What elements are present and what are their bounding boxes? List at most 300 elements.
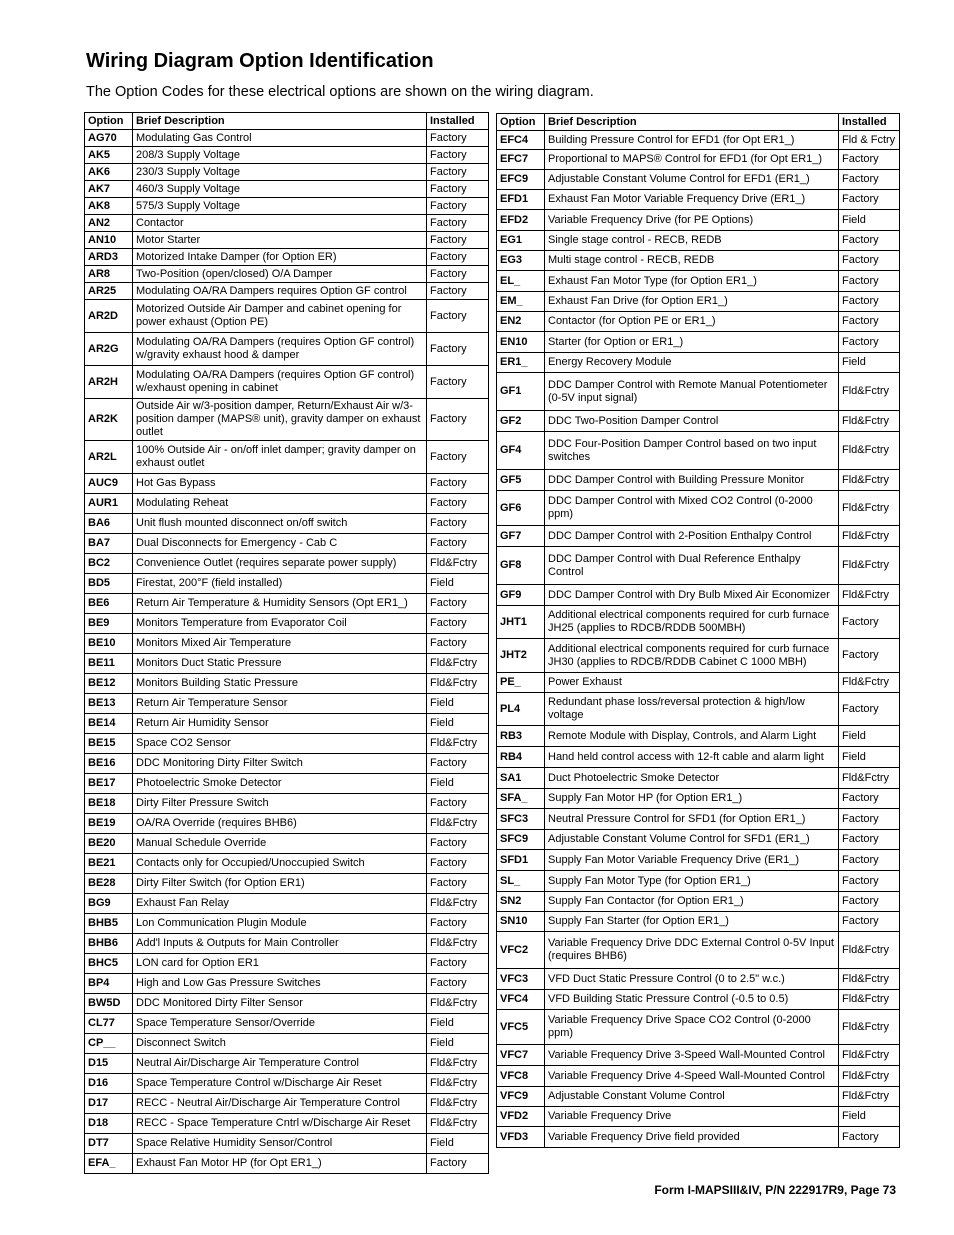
option-code-cell: AK8: [85, 198, 133, 215]
option-code-cell: CL77: [85, 1014, 133, 1034]
table-row: [497, 969, 900, 990]
installed-cell: Fld&Fctry: [839, 470, 900, 491]
description-cell: Dual Disconnects for Emergency - Cab C: [133, 534, 427, 554]
description-cell: DDC Damper Control with Building Pressure Monitor: [545, 470, 839, 491]
installed-cell: Factory: [427, 441, 489, 474]
description-cell: Variable Frequency Drive 4-Speed Wall-Mounted Control: [545, 1066, 839, 1087]
option-code-cell: EG3: [497, 251, 545, 271]
installed-cell: Fld&Fctry: [839, 526, 900, 547]
option-code-cell: ER1_: [497, 353, 545, 373]
table-row: [85, 654, 489, 674]
option-code-cell: VFC4: [497, 990, 545, 1010]
table-row: [497, 411, 900, 432]
option-code-cell: BW5D: [85, 994, 133, 1014]
table-row: [85, 934, 489, 954]
description-cell: LON card for Option ER1: [133, 954, 427, 974]
description-cell: Supply Fan Starter (for Option ER1_): [545, 912, 839, 932]
description-cell: DDC Monitoring Dirty Filter Switch: [133, 754, 427, 774]
option-code-cell: SL_: [497, 871, 545, 892]
description-cell: Variable Frequency Drive (for PE Options): [545, 210, 839, 231]
option-code-cell: AR2D: [85, 300, 133, 333]
option-code-cell: BE12: [85, 674, 133, 694]
description-cell: Modulating OA/RA Dampers requires Option GF control: [133, 283, 427, 300]
description-cell: Return Air Temperature & Humidity Sensors (Opt ER1_): [133, 594, 427, 614]
installed-cell: Factory: [427, 147, 489, 164]
description-cell: Motorized Intake Damper (for Option ER): [133, 249, 427, 266]
description-cell: Hot Gas Bypass: [133, 474, 427, 494]
description-cell: Power Exhaust: [545, 673, 839, 693]
table-row: [85, 694, 489, 714]
description-cell: Variable Frequency Drive 3-Speed Wall-Mounted Control: [545, 1045, 839, 1066]
option-code-cell: BE10: [85, 634, 133, 654]
option-code-cell: EFC7: [497, 150, 545, 170]
table-row: [497, 606, 900, 639]
option-code-cell: PL4: [497, 693, 545, 726]
installed-cell: Factory: [839, 251, 900, 271]
description-cell: RECC - Neutral Air/Discharge Air Temperature Control: [133, 1094, 427, 1114]
table-row: [497, 470, 900, 491]
description-cell: Outside Air w/3-position damper, Return/Exhaust Air w/3-position damper (MAPS® unit), gravity damper on exhaust outlet: [133, 399, 427, 441]
description-cell: Supply Fan Motor Type (for Option ER1_): [545, 871, 839, 892]
option-code-cell: SFC3: [497, 809, 545, 830]
installed-cell: Field: [427, 694, 489, 714]
installed-cell: Factory: [427, 474, 489, 494]
installed-cell: Fld&Fctry: [839, 411, 900, 432]
description-cell: Dirty Filter Switch (for Option ER1): [133, 874, 427, 894]
description-cell: Photoelectric Smoke Detector: [133, 774, 427, 794]
description-cell: Motor Starter: [133, 232, 427, 249]
table-row: [497, 990, 900, 1010]
table-row: [85, 474, 489, 494]
description-cell: Neutral Pressure Control for SFD1 (for Option ER1_): [545, 809, 839, 830]
table-row: [497, 639, 900, 673]
table-row: [497, 912, 900, 932]
option-code-cell: AR25: [85, 283, 133, 300]
option-code-cell: CP__: [85, 1034, 133, 1054]
table-row: [85, 854, 489, 874]
table-row: [85, 1154, 489, 1174]
option-code-cell: SFA_: [497, 789, 545, 809]
table-row: [497, 673, 900, 693]
table-row: [85, 514, 489, 534]
option-code-cell: BE11: [85, 654, 133, 674]
description-cell: Additional electrical components required for curb furnace JH25 (applies to RDCB/RDDB 500MBH): [545, 606, 839, 639]
installed-cell: Factory: [427, 514, 489, 534]
table-row: [85, 974, 489, 994]
table-row: [497, 1045, 900, 1066]
installed-cell: Factory: [427, 232, 489, 249]
description-cell: Exhaust Fan Relay: [133, 894, 427, 914]
installed-cell: Factory: [839, 892, 900, 912]
option-code-cell: EFD2: [497, 210, 545, 231]
description-cell: Supply Fan Motor Variable Frequency Drive (ER1_): [545, 850, 839, 871]
description-cell: 575/3 Supply Voltage: [133, 198, 427, 215]
table-row: [85, 333, 489, 366]
option-code-cell: JHT2: [497, 639, 545, 673]
option-code-cell: D15: [85, 1054, 133, 1074]
table-row: [85, 366, 489, 399]
option-code-cell: BE13: [85, 694, 133, 714]
description-cell: 100% Outside Air - on/off inlet damper; gravity damper on exhaust outlet: [133, 441, 427, 474]
table-row: [497, 353, 900, 373]
table-row: [85, 399, 489, 441]
option-code-cell: BE28: [85, 874, 133, 894]
left-option-table: [84, 112, 489, 1174]
table-row: [85, 283, 489, 300]
description-cell: Hand held control access with 12-ft cable and alarm light: [545, 747, 839, 768]
description-cell: Modulating OA/RA Dampers (requires Option GF control) w/gravity exhaust hood & damper: [133, 333, 427, 366]
description-cell: DDC Damper Control with Dry Bulb Mixed Air Economizer: [545, 585, 839, 606]
installed-cell: Fld&Fctry: [839, 373, 900, 411]
table-row: [497, 271, 900, 292]
header-installed: Installed: [839, 114, 900, 131]
description-cell: DDC Damper Control with Dual Reference Enthalpy Control: [545, 547, 839, 585]
description-cell: 460/3 Supply Voltage: [133, 181, 427, 198]
table-row: [85, 249, 489, 266]
header-option: Option: [497, 114, 545, 131]
description-cell: Return Air Humidity Sensor: [133, 714, 427, 734]
description-cell: Contactor (for Option PE or ER1_): [545, 312, 839, 332]
description-cell: Contacts only for Occupied/Unoccupied Switch: [133, 854, 427, 874]
installed-cell: Fld&Fctry: [839, 1010, 900, 1045]
option-code-cell: BHB5: [85, 914, 133, 934]
installed-cell: Fld&Fctry: [427, 1114, 489, 1134]
installed-cell: Fld&Fctry: [839, 585, 900, 606]
description-cell: Modulating Reheat: [133, 494, 427, 514]
table-row: [85, 181, 489, 198]
installed-cell: Field: [427, 1034, 489, 1054]
description-cell: Adjustable Constant Volume Control for EFD1 (ER1_): [545, 170, 839, 190]
table-row: [85, 894, 489, 914]
option-code-cell: SFD1: [497, 850, 545, 871]
table-row: [85, 494, 489, 514]
installed-cell: Factory: [839, 292, 900, 312]
description-cell: DDC Damper Control with Mixed CO2 Control (0-2000 ppm): [545, 491, 839, 526]
option-code-cell: BE20: [85, 834, 133, 854]
description-cell: DDC Damper Control with 2-Position Enthalpy Control: [545, 526, 839, 547]
table-row: [85, 874, 489, 894]
option-code-cell: BE6: [85, 594, 133, 614]
table-row: [497, 932, 900, 969]
description-cell: High and Low Gas Pressure Switches: [133, 974, 427, 994]
option-code-cell: AR2H: [85, 366, 133, 399]
installed-cell: Fld&Fctry: [427, 894, 489, 914]
installed-cell: Factory: [839, 332, 900, 353]
installed-cell: Fld&Fctry: [427, 994, 489, 1014]
option-code-cell: GF8: [497, 547, 545, 585]
installed-cell: Factory: [427, 181, 489, 198]
installed-cell: Fld&Fctry: [839, 432, 900, 470]
option-code-cell: SA1: [497, 768, 545, 789]
description-cell: Space Relative Humidity Sensor/Control: [133, 1134, 427, 1154]
option-code-cell: GF2: [497, 411, 545, 432]
table-row: [85, 215, 489, 232]
installed-cell: Factory: [839, 170, 900, 190]
table-row: [85, 130, 489, 147]
description-cell: Modulating OA/RA Dampers (requires Option GF control) w/exhaust opening in cabinet: [133, 366, 427, 399]
description-cell: Starter (for Option or ER1_): [545, 332, 839, 353]
option-code-cell: VFD2: [497, 1107, 545, 1127]
installed-cell: Factory: [427, 130, 489, 147]
description-cell: Exhaust Fan Motor Type (for Option ER1_): [545, 271, 839, 292]
header-installed: Installed: [427, 113, 489, 130]
option-code-cell: AN2: [85, 215, 133, 232]
description-cell: Monitors Temperature from Evaporator Coil: [133, 614, 427, 634]
option-code-cell: GF9: [497, 585, 545, 606]
table-row: [497, 491, 900, 526]
installed-cell: Fld&Fctry: [427, 674, 489, 694]
installed-cell: Fld&Fctry: [839, 547, 900, 585]
option-code-cell: GF4: [497, 432, 545, 470]
description-cell: 208/3 Supply Voltage: [133, 147, 427, 164]
table-row: [85, 834, 489, 854]
description-cell: Space CO2 Sensor: [133, 734, 427, 754]
option-code-cell: EFC9: [497, 170, 545, 190]
table-row: [497, 547, 900, 585]
installed-cell: Factory: [427, 266, 489, 283]
installed-cell: Factory: [839, 271, 900, 292]
option-code-cell: RB3: [497, 726, 545, 747]
description-cell: Monitors Mixed Air Temperature: [133, 634, 427, 654]
installed-cell: Factory: [427, 494, 489, 514]
table-row: [85, 634, 489, 654]
table-row: [85, 914, 489, 934]
option-code-cell: EFD1: [497, 190, 545, 210]
right-table-body: [497, 131, 900, 1148]
installed-cell: Fld&Fctry: [839, 932, 900, 969]
option-code-cell: AR2L: [85, 441, 133, 474]
description-cell: Monitors Building Static Pressure: [133, 674, 427, 694]
table-row: [85, 1054, 489, 1074]
option-code-cell: BE16: [85, 754, 133, 774]
installed-cell: Factory: [839, 830, 900, 850]
installed-cell: Factory: [427, 1154, 489, 1174]
description-cell: Multi stage control - RECB, REDB: [545, 251, 839, 271]
table-row: [497, 1087, 900, 1107]
option-code-cell: BA7: [85, 534, 133, 554]
option-code-cell: BG9: [85, 894, 133, 914]
option-code-cell: EFC4: [497, 131, 545, 150]
table-row: [85, 994, 489, 1014]
table-row: [497, 693, 900, 726]
installed-cell: Factory: [839, 231, 900, 251]
installed-cell: Factory: [427, 198, 489, 215]
table-header-row: [85, 113, 489, 130]
option-code-cell: PE_: [497, 673, 545, 693]
option-code-cell: BHB6: [85, 934, 133, 954]
installed-cell: Factory: [839, 789, 900, 809]
option-code-cell: EM_: [497, 292, 545, 312]
option-code-cell: AK7: [85, 181, 133, 198]
table-row: [497, 789, 900, 809]
option-code-cell: AUR1: [85, 494, 133, 514]
installed-cell: Factory: [839, 850, 900, 871]
table-row: [497, 131, 900, 150]
table-row: [85, 266, 489, 283]
installed-cell: Factory: [427, 754, 489, 774]
option-code-cell: AR2K: [85, 399, 133, 441]
installed-cell: Field: [427, 574, 489, 594]
option-code-cell: VFD3: [497, 1127, 545, 1148]
option-code-cell: VFC9: [497, 1087, 545, 1107]
installed-cell: Factory: [427, 874, 489, 894]
description-cell: 230/3 Supply Voltage: [133, 164, 427, 181]
option-code-cell: VFC7: [497, 1045, 545, 1066]
description-cell: Energy Recovery Module: [545, 353, 839, 373]
installed-cell: Field: [427, 1134, 489, 1154]
installed-cell: Factory: [427, 399, 489, 441]
description-cell: Variable Frequency Drive Space CO2 Control (0-2000 ppm): [545, 1010, 839, 1045]
table-row: [85, 232, 489, 249]
description-cell: Two-Position (open/closed) O/A Damper: [133, 266, 427, 283]
description-cell: Contactor: [133, 215, 427, 232]
option-code-cell: AR2G: [85, 333, 133, 366]
installed-cell: Fld&Fctry: [427, 1074, 489, 1094]
option-code-cell: BE19: [85, 814, 133, 834]
table-row: [85, 734, 489, 754]
installed-cell: Factory: [839, 639, 900, 673]
description-cell: Variable Frequency Drive DDC External Control 0-5V Input (requires BHB6): [545, 932, 839, 969]
option-code-cell: D16: [85, 1074, 133, 1094]
installed-cell: Factory: [839, 912, 900, 932]
option-code-cell: D17: [85, 1094, 133, 1114]
description-cell: Monitors Duct Static Pressure: [133, 654, 427, 674]
option-code-cell: BA6: [85, 514, 133, 534]
table-row: [85, 1074, 489, 1094]
description-cell: Motorized Outside Air Damper and cabinet opening for power exhaust (Option PE): [133, 300, 427, 333]
table-row: [85, 198, 489, 215]
installed-cell: Factory: [427, 300, 489, 333]
table-row: [497, 373, 900, 411]
option-code-cell: AK6: [85, 164, 133, 181]
installed-cell: Fld&Fctry: [839, 990, 900, 1010]
table-row: [497, 726, 900, 747]
left-table-body: [85, 130, 489, 1174]
installed-cell: Factory: [839, 606, 900, 639]
installed-cell: Factory: [839, 1127, 900, 1148]
installed-cell: Factory: [427, 854, 489, 874]
installed-cell: Factory: [839, 150, 900, 170]
description-cell: Variable Frequency Drive: [545, 1107, 839, 1127]
description-cell: Neutral Air/Discharge Air Temperature Control: [133, 1054, 427, 1074]
description-cell: Proportional to MAPS® Control for EFD1 (for Opt ER1_): [545, 150, 839, 170]
table-row: [85, 754, 489, 774]
option-code-cell: BHC5: [85, 954, 133, 974]
table-row: [497, 585, 900, 606]
description-cell: Building Pressure Control for EFD1 (for Opt ER1_): [545, 131, 839, 150]
option-code-cell: BE14: [85, 714, 133, 734]
installed-cell: Field: [839, 353, 900, 373]
option-code-cell: EN10: [497, 332, 545, 353]
option-code-cell: ARD3: [85, 249, 133, 266]
table-row: [85, 614, 489, 634]
option-code-cell: BD5: [85, 574, 133, 594]
installed-cell: Factory: [427, 594, 489, 614]
description-cell: Redundant phase loss/reversal protection & high/low voltage: [545, 693, 839, 726]
description-cell: Dirty Filter Pressure Switch: [133, 794, 427, 814]
installed-cell: Fld&Fctry: [839, 1066, 900, 1087]
option-code-cell: VFC8: [497, 1066, 545, 1087]
installed-cell: Field: [839, 726, 900, 747]
option-code-cell: BE15: [85, 734, 133, 754]
installed-cell: Factory: [427, 534, 489, 554]
table-row: [497, 1010, 900, 1045]
option-code-cell: BE9: [85, 614, 133, 634]
table-row: [497, 1127, 900, 1148]
installed-cell: Factory: [427, 333, 489, 366]
intro-text: The Option Codes for these electrical options are shown on the wiring diagram.: [86, 84, 594, 100]
option-code-cell: DT7: [85, 1134, 133, 1154]
installed-cell: Fld&Fctry: [839, 768, 900, 789]
installed-cell: Fld&Fctry: [427, 554, 489, 574]
table-row: [497, 312, 900, 332]
installed-cell: Fld&Fctry: [427, 934, 489, 954]
installed-cell: Fld&Fctry: [427, 734, 489, 754]
table-row: [497, 190, 900, 210]
installed-cell: Factory: [839, 312, 900, 332]
description-cell: Duct Photoelectric Smoke Detector: [545, 768, 839, 789]
installed-cell: Fld&Fctry: [839, 969, 900, 990]
table-row: [497, 768, 900, 789]
description-cell: Exhaust Fan Motor HP (for Opt ER1_): [133, 1154, 427, 1174]
table-row: [85, 1114, 489, 1134]
description-cell: Convenience Outlet (requires separate power supply): [133, 554, 427, 574]
description-cell: DDC Damper Control with Remote Manual Potentiometer (0-5V input signal): [545, 373, 839, 411]
table-row: [85, 147, 489, 164]
option-code-cell: EN2: [497, 312, 545, 332]
installed-cell: Field: [839, 210, 900, 231]
option-code-cell: AR8: [85, 266, 133, 283]
installed-cell: Factory: [427, 249, 489, 266]
option-code-cell: AUC9: [85, 474, 133, 494]
installed-cell: Factory: [427, 974, 489, 994]
table-row: [497, 830, 900, 850]
table-row: [85, 1034, 489, 1054]
table-row: [497, 231, 900, 251]
option-code-cell: BE18: [85, 794, 133, 814]
installed-cell: Factory: [427, 283, 489, 300]
table-row: [85, 534, 489, 554]
option-code-cell: SN10: [497, 912, 545, 932]
description-cell: Adjustable Constant Volume Control: [545, 1087, 839, 1107]
option-code-cell: RB4: [497, 747, 545, 768]
description-cell: VFD Building Static Pressure Control (-0.5 to 0.5): [545, 990, 839, 1010]
table-row: [85, 714, 489, 734]
installed-cell: Factory: [839, 190, 900, 210]
installed-cell: Factory: [839, 809, 900, 830]
installed-cell: Field: [839, 747, 900, 768]
description-cell: Variable Frequency Drive field provided: [545, 1127, 839, 1148]
option-code-cell: SN2: [497, 892, 545, 912]
description-cell: DDC Four-Position Damper Control based on two input switches: [545, 432, 839, 470]
table-row: [497, 892, 900, 912]
installed-cell: Factory: [427, 634, 489, 654]
table-row: [497, 170, 900, 190]
installed-cell: Field: [839, 1107, 900, 1127]
option-code-cell: VFC2: [497, 932, 545, 969]
description-cell: Unit flush mounted disconnect on/off switch: [133, 514, 427, 534]
description-cell: VFD Duct Static Pressure Control (0 to 2.5" w.c.): [545, 969, 839, 990]
option-code-cell: GF1: [497, 373, 545, 411]
installed-cell: Fld & Fctry: [839, 131, 900, 150]
installed-cell: Field: [427, 1014, 489, 1034]
table-row: [85, 164, 489, 181]
description-cell: Space Temperature Sensor/Override: [133, 1014, 427, 1034]
table-row: [497, 1107, 900, 1127]
installed-cell: Fld&Fctry: [427, 814, 489, 834]
description-cell: Manual Schedule Override: [133, 834, 427, 854]
option-code-cell: BE21: [85, 854, 133, 874]
